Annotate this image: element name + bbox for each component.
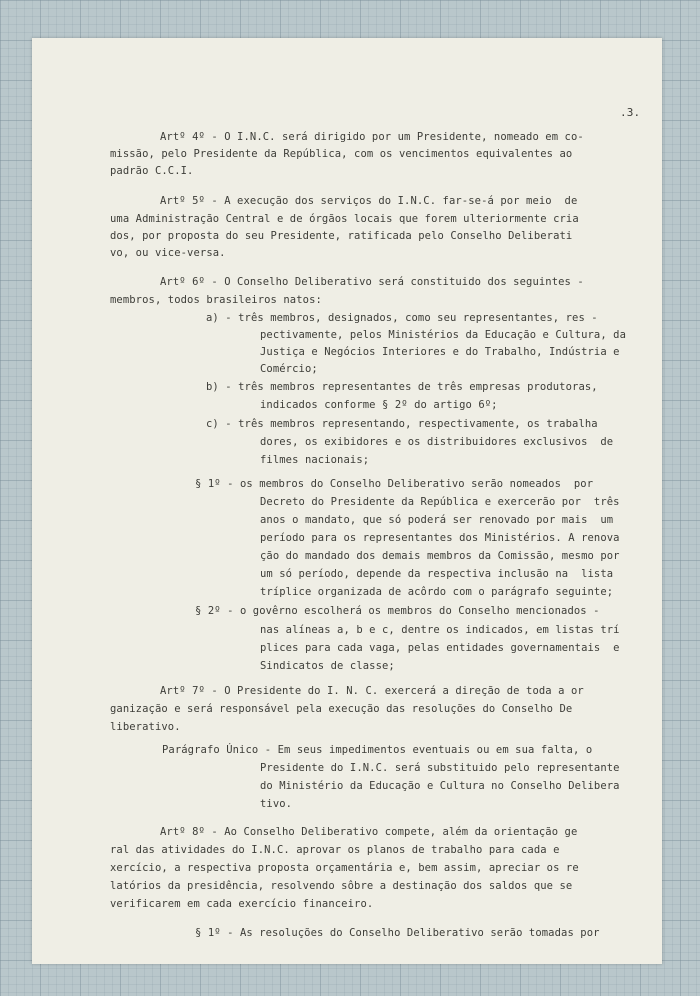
text-line: ganização e será responsável pela execução das resoluções do Conselho De <box>110 703 573 715</box>
text-line: liberativo. <box>110 721 181 733</box>
text-line: Comércio; <box>260 363 318 375</box>
text-line: pectivamente, pelos Ministérios da Educação e Cultura, da <box>260 329 627 341</box>
text-line: Artº 5º - A execução dos serviços do I.N.C. far-se-á por meio de <box>160 195 578 207</box>
text-line: Artº 8º - Ao Conselho Deliberativo compete, além da orientação ge <box>160 826 578 838</box>
text-line: membros, todos brasileiros natos: <box>110 294 322 306</box>
text-line: § 1º - os membros do Conselho Deliberativo serão nomeados por <box>195 478 594 490</box>
text-line: período para os representantes dos Ministérios. A renova <box>260 532 620 544</box>
text-line: Artº 6º - O Conselho Deliberativo será constituido dos seguintes - <box>160 276 584 288</box>
text-line: padrão C.C.I. <box>110 165 194 177</box>
text-line: ção do mandado dos demais membros da Comissão, mesmo por <box>260 550 620 562</box>
text-line: a) - três membros, designados, como seu representantes, res - <box>206 312 598 324</box>
text-line: tríplice organizada de acôrdo com o parágrafo seguinte; <box>260 586 614 598</box>
page-number: .3. <box>620 106 641 119</box>
text-line: b) - três membros representantes de três empresas produtoras, <box>206 381 598 393</box>
text-line: Artº 7º - O Presidente do I. N. C. exercerá a direção de toda a or <box>160 685 584 697</box>
text-line: Presidente do I.N.C. será substituido pelo representante <box>260 762 620 774</box>
text-line: xercício, a respectiva proposta orçamentária e, bem assim, apreciar os re <box>110 862 579 874</box>
text-line: Justiça e Negócios Interiores e do Trabalho, Indústria e <box>260 346 620 358</box>
text-line: Artº 4º - O I.N.C. será dirigido por um Presidente, nomeado em co- <box>160 131 584 143</box>
text-line: filmes nacionais; <box>260 454 370 466</box>
text-line: § 2º - o govêrno escolherá os membros do Conselho mencionados - <box>195 605 600 617</box>
text-line: uma Administração Central e de órgãos locais que forem ulteriormente cria <box>110 213 579 225</box>
text-line: indicados conforme § 2º do artigo 6º; <box>260 399 498 411</box>
text-line: verificarem em cada exercício financeiro. <box>110 898 374 910</box>
text-line: Sindicatos de classe; <box>260 660 395 672</box>
text-line: do Ministério da Educação e Cultura no Conselho Delibera <box>260 780 620 792</box>
text-line: vo, ou vice-versa. <box>110 247 226 259</box>
text-line: ral das atividades do I.N.C. aprovar os planos de trabalho para cada e <box>110 844 560 856</box>
text-line: um só período, depende da respectiva inclusão na lista <box>260 568 614 580</box>
text-line: Parágrafo Único - Em seus impedimentos eventuais ou em sua falta, o <box>162 744 593 756</box>
text-line: dores, os exibidores e os distribuidores exclusivos de <box>260 436 614 448</box>
text-line: Decreto do Presidente da República e exercerão por três <box>260 496 620 508</box>
text-line: dos, por proposta do seu Presidente, ratificada pelo Conselho Deliberati <box>110 230 573 242</box>
text-line: latórios da presidência, resolvendo sôbre a destinação dos saldos que se <box>110 880 573 892</box>
text-line: § 1º - As resoluções do Conselho Deliberativo serão tomadas por <box>195 927 600 939</box>
text-line: nas alíneas a, b e c, dentre os indicados, em listas trí <box>260 624 620 636</box>
text-line: tivo. <box>260 798 293 810</box>
text-line: plices para cada vaga, pelas entidades governamentais e <box>260 642 620 654</box>
text-line: anos o mandato, que só poderá ser renovado por mais um <box>260 514 614 526</box>
text-line: c) - três membros representando, respectivamente, os trabalha <box>206 418 598 430</box>
text-line: missão, pelo Presidente da República, com os vencimentos equivalentes ao <box>110 148 573 160</box>
